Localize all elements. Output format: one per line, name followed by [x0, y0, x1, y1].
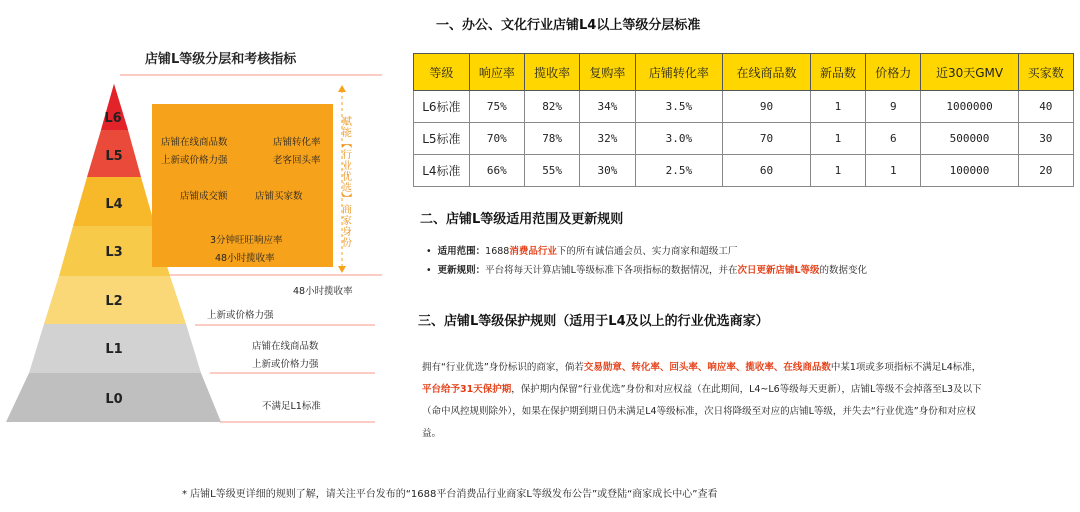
table-cell: 1 — [810, 155, 865, 187]
table-cell: 1 — [866, 155, 921, 187]
arrow-up-icon — [338, 85, 346, 92]
table-cell: 60 — [723, 155, 811, 187]
table-header: 近30天GMV — [921, 54, 1018, 91]
level-label-l4: L4 — [105, 197, 123, 212]
level-label-l5: L5 — [105, 149, 123, 164]
table-row — [414, 155, 1074, 187]
table-header: 复购率 — [580, 54, 635, 91]
criteria-item: 上新或价格力强 — [161, 155, 228, 166]
criteria-item: 店铺成交额 — [180, 191, 228, 202]
table-cell: 70% — [469, 123, 524, 155]
paragraph-text: ，保护期内保留“行业优选”身份和对应权益（在此期间，L4~L6等级每天更新），店铺L等级不会掉落至L3及以下（命中风控规则除外），如果在保护期到期日仍未满足L4等级标准，次日将降级至对应的店铺L等级，并失去“行业优选”身份和对应权益。 — [422, 384, 982, 439]
table-cell: 20 — [1018, 155, 1073, 187]
bullet-icon: • — [426, 246, 438, 257]
table-cell: 1 — [810, 91, 865, 123]
table-cell: L5标准 — [414, 123, 470, 155]
bullet-text: 1688 — [485, 246, 510, 257]
level-label-l2: L2 — [105, 294, 123, 309]
bullet-icon: • — [426, 265, 438, 276]
table-row — [414, 91, 1074, 123]
table-cell: 82% — [524, 91, 579, 123]
l2-note: 48小时揽收率 — [293, 286, 353, 297]
table-cell: 30 — [1018, 123, 1073, 155]
bullet-label: 适用范围： — [437, 246, 486, 257]
table-header-row — [414, 54, 1074, 91]
criteria-item: 店铺转化率 — [273, 137, 321, 148]
l2-note: 上新或价格力强 — [207, 310, 274, 321]
table-header: 在线商品数 — [723, 54, 811, 91]
table-cell: 30% — [580, 155, 635, 187]
bullet-text: 下的所有诚信通会员、实力商家和超级工厂 — [556, 246, 738, 257]
highlight-text: 消费品行业 — [509, 246, 557, 257]
table-cell: 32% — [580, 123, 635, 155]
table-cell: 1000000 — [921, 91, 1018, 123]
table-cell: 3.5% — [635, 91, 723, 123]
paragraph-text: 中某1项或多项指标不满足L4标准， — [830, 362, 982, 373]
footnote: * 店铺L等级更详细的规则了解，请关注平台发布的“1688平台消费品行业商家L等级发布公告”或登陆“商家成长中心”查看 — [182, 489, 718, 500]
table-cell: 100000 — [921, 155, 1018, 187]
update-bullet — [426, 262, 867, 276]
table-cell: 3.0% — [635, 123, 723, 155]
table-row — [414, 123, 1074, 155]
highlight-text: 平台给予31天保护期 — [422, 384, 512, 395]
table-cell: 9 — [866, 91, 921, 123]
criteria-item: 48小时揽收率 — [215, 253, 275, 264]
section2-title: 二、店铺L等级适用范围及更新规则 — [420, 212, 624, 227]
highlight-text: 交易勋章、转化率、回头率、响应率、揽收率、在线商品数 — [583, 362, 831, 373]
table-cell: 70 — [723, 123, 811, 155]
paragraph-text: 拥有“行业优选”身份标识的商家，倘若 — [422, 362, 584, 373]
level-label-l0: L0 — [105, 392, 123, 407]
table-cell: 90 — [723, 91, 811, 123]
bullet-text: 平台将每天计算店铺L等级标准下各项指标的数据情况，并在 — [485, 265, 738, 276]
l3-l6-criteria-box — [152, 104, 333, 267]
l1-note: 店铺在线商品数 — [252, 341, 319, 352]
bullet-label: 更新规则： — [437, 265, 486, 276]
scope-bullet — [426, 243, 737, 257]
table-cell: 66% — [469, 155, 524, 187]
table-header: 响应率 — [469, 54, 524, 91]
vertical-label — [334, 96, 356, 268]
table-cell: 75% — [469, 91, 524, 123]
protection-rule-paragraph — [422, 357, 982, 445]
table-cell: 34% — [580, 91, 635, 123]
table-header: 等级 — [414, 54, 470, 91]
level-standard-table — [413, 53, 1074, 187]
table-cell: 78% — [524, 123, 579, 155]
table-cell: 55% — [524, 155, 579, 187]
level-label-l3: L3 — [105, 245, 123, 260]
table-header: 新品数 — [810, 54, 865, 91]
level-label-l6: L6 — [104, 111, 122, 126]
table-cell: L4标准 — [414, 155, 470, 187]
table-cell: 2.5% — [635, 155, 723, 187]
l1-note: 上新或价格力强 — [252, 359, 319, 370]
criteria-item: 店铺在线商品数 — [161, 137, 228, 148]
highlight-text: 次日更新店铺L等级 — [737, 265, 820, 276]
criteria-item: 店铺买家数 — [255, 191, 303, 202]
vertical-label-text: 赋能【行业优选】商家身份 — [339, 116, 351, 248]
pyramid-title: 店铺L等级分层和考核指标 — [145, 52, 297, 67]
table-header: 价格力 — [866, 54, 921, 91]
section1-title: 一、办公、文化行业店铺L4以上等级分层标准 — [436, 18, 701, 33]
section3-title: 三、店铺L等级保护规则（适用于L4及以上的行业优选商家） — [418, 314, 769, 329]
level-label-l1: L1 — [105, 342, 123, 357]
table-header: 店铺转化率 — [635, 54, 723, 91]
table-header: 揽收率 — [524, 54, 579, 91]
l0-note: 不满足L1标准 — [262, 401, 321, 412]
table-cell: 6 — [866, 123, 921, 155]
criteria-item: 老客回头率 — [273, 155, 321, 166]
criteria-item: 3分钟旺旺响应率 — [210, 235, 283, 246]
bullet-text: 的数据变化 — [819, 265, 868, 276]
table-cell: L6标准 — [414, 91, 470, 123]
table-cell: 40 — [1018, 91, 1073, 123]
table-cell: 500000 — [921, 123, 1018, 155]
table-header: 买家数 — [1018, 54, 1073, 91]
table-cell: 1 — [810, 123, 865, 155]
